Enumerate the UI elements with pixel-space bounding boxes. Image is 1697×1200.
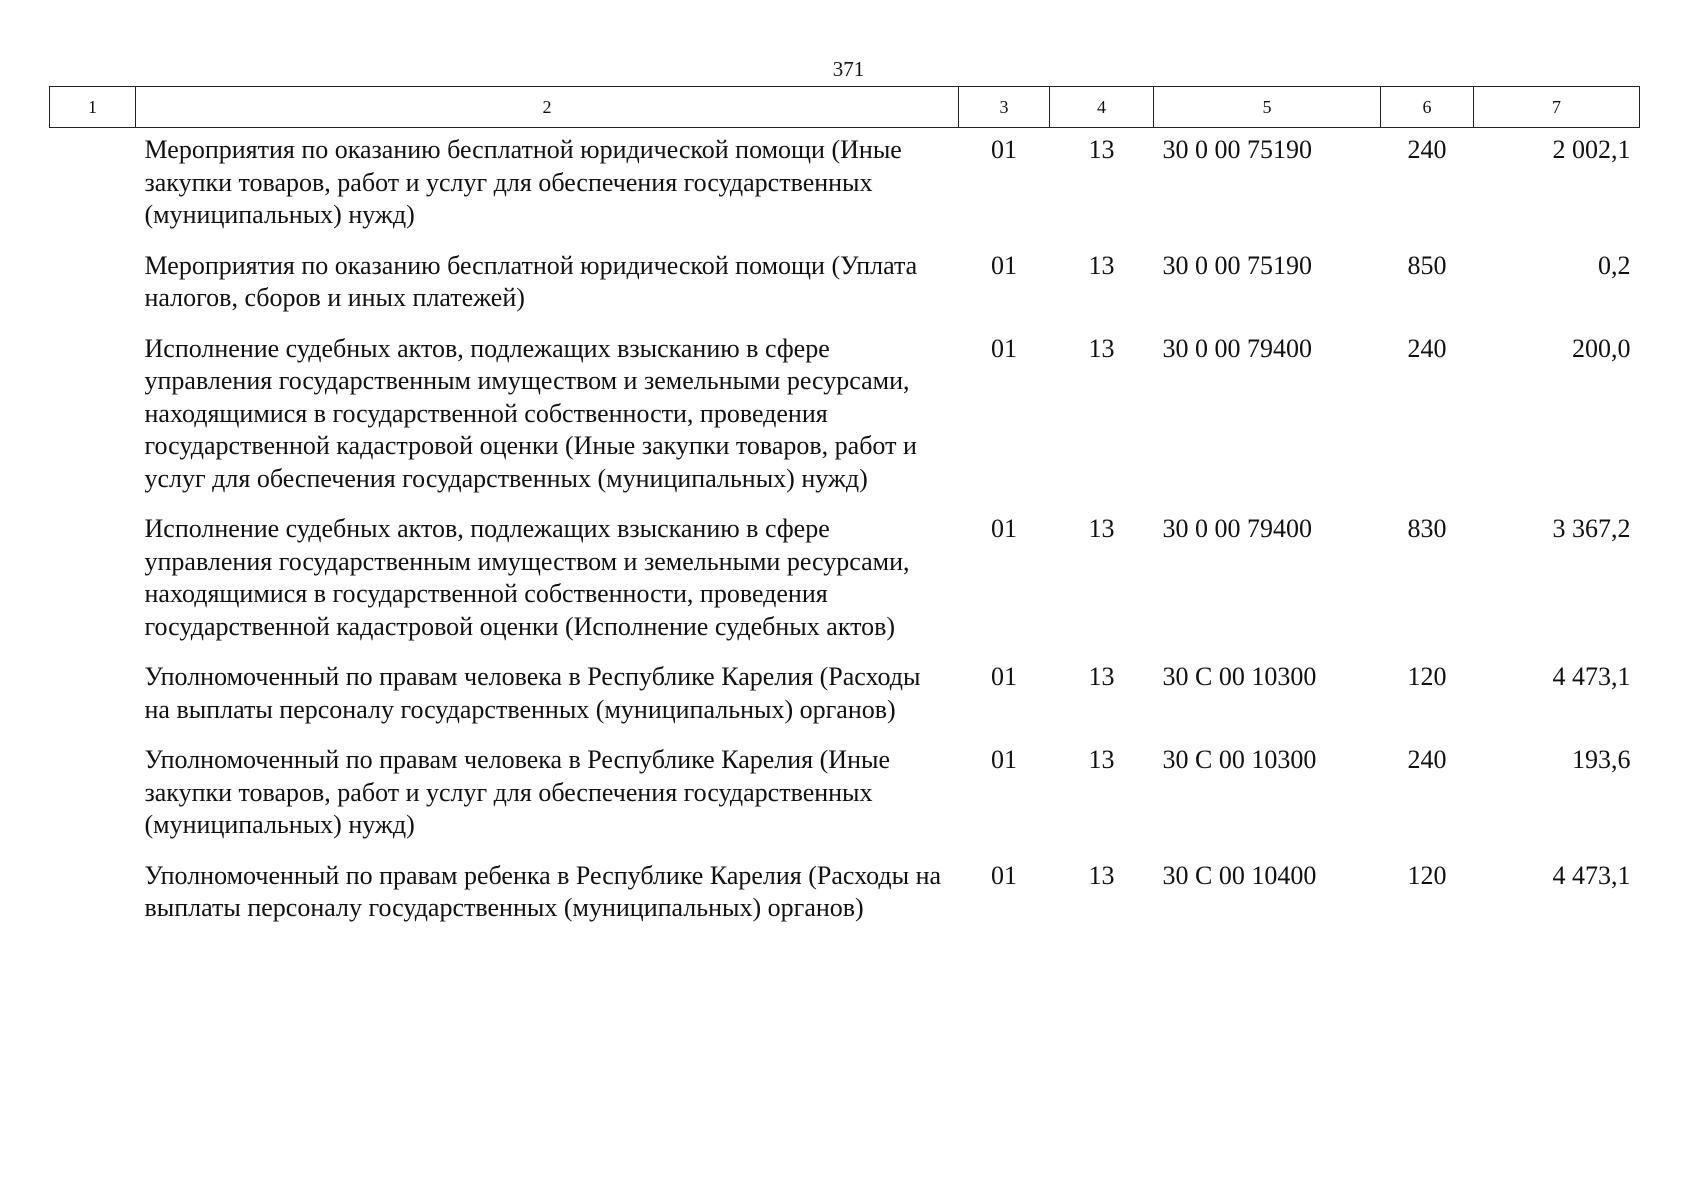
row-blank-cell [50,244,136,327]
row-blank-cell [50,655,136,738]
table-header [50,87,1640,128]
subsection-code: 13 [1088,860,1115,890]
target-article-code: 30 0 00 75190 [1162,135,1312,164]
row-blank-cell [50,327,136,508]
row-blank-cell [50,507,136,655]
expense-name: Исполнение судебных актов, подлежащих взысканию в сфере управления государственным имуществом и земельными ресурсами, находящимися в государственной собственности, проведения государственной кадастровой оценки (Исполнение судебных актов) [144,514,910,641]
table-row [50,854,1640,937]
expense-name: Уполномоченный по правам человека в Республике Карелия (Расходы на выплаты персоналу государственных (муниципальных) органов) [144,662,921,724]
expense-name: Исполнение судебных актов, подлежащих взысканию в сфере управления государственным имуществом и земельными ресурсами, находящимися в государственной собственности, проведения государственной кадастровой оценки (Иные закупки товаров, работ и услуг для обеспечения государственных (муниципальных) нужд) [144,333,917,493]
subsection-code: 13 [1088,135,1115,164]
row-blank-cell [50,854,136,937]
target-article-code: 30 0 00 79400 [1162,333,1312,363]
table-row [50,507,1640,655]
expense-type-code: 120 [1407,860,1447,890]
budget-table [49,86,1640,937]
table-row [50,327,1640,508]
subsection-code: 13 [1088,333,1115,363]
row-blank-cell [50,738,136,854]
header-col-6: 6 [1381,87,1474,128]
amount: 200,0 [1572,333,1631,363]
target-article-code: 30 0 00 75190 [1162,250,1312,280]
expense-name: Мероприятия по оказанию бесплатной юридической помощи (Иные закупки товаров, работ и услуг для обеспечения государственных (муниципальных) нужд) [144,135,902,229]
section-code: 01 [991,135,1017,164]
row-blank-cell [50,128,136,244]
page-number: 371 [832,57,865,81]
expense-type-code: 240 [1407,333,1447,363]
header-col-4: 4 [1050,87,1154,128]
amount: 193,6 [1572,745,1631,774]
expense-name: Уполномоченный по правам человека в Республике Карелия (Иные закупки товаров, работ и услуг для обеспечения государственных (муниципальных) нужд) [144,745,890,839]
header-col-7: 7 [1474,87,1640,128]
section-code: 01 [991,860,1017,890]
expense-type-code: 120 [1407,662,1447,691]
table-body [50,128,1640,937]
table-row [50,738,1640,854]
subsection-code: 13 [1088,250,1115,280]
section-code: 01 [991,514,1017,543]
amount: 0,2 [1598,250,1631,280]
table-row [50,128,1640,244]
section-code: 01 [991,745,1017,774]
expense-type-code: 830 [1407,514,1447,543]
header-col-2: 2 [136,87,959,128]
expense-type-code: 240 [1407,135,1447,164]
target-article-code: 30 С 00 10300 [1162,745,1317,774]
target-article-code: 30 0 00 79400 [1162,514,1312,543]
header-row [50,87,1640,128]
subsection-code: 13 [1088,514,1115,543]
header-col-1: 1 [50,87,136,128]
subsection-code: 13 [1088,745,1115,774]
header-col-3: 3 [959,87,1050,128]
expense-name: Мероприятия по оказанию бесплатной юридической помощи (Уплата налогов, сборов и иных платежей) [144,250,918,312]
target-article-code: 30 С 00 10400 [1162,860,1317,890]
table-row [50,244,1640,327]
amount: 3 367,2 [1552,514,1631,543]
table-row [50,655,1640,738]
expense-type-code: 850 [1407,250,1447,280]
section-code: 01 [991,250,1017,280]
amount: 4 473,1 [1552,860,1631,890]
expense-name: Уполномоченный по правам ребенка в Республике Карелия (Расходы на выплаты персоналу государственных (муниципальных) органов) [144,860,942,922]
amount: 2 002,1 [1552,135,1631,164]
subsection-code: 13 [1088,662,1115,691]
target-article-code: 30 С 00 10300 [1162,662,1317,691]
expense-type-code: 240 [1407,745,1447,774]
amount: 4 473,1 [1552,662,1631,691]
section-code: 01 [991,333,1017,363]
header-col-5: 5 [1154,87,1381,128]
section-code: 01 [991,662,1017,691]
